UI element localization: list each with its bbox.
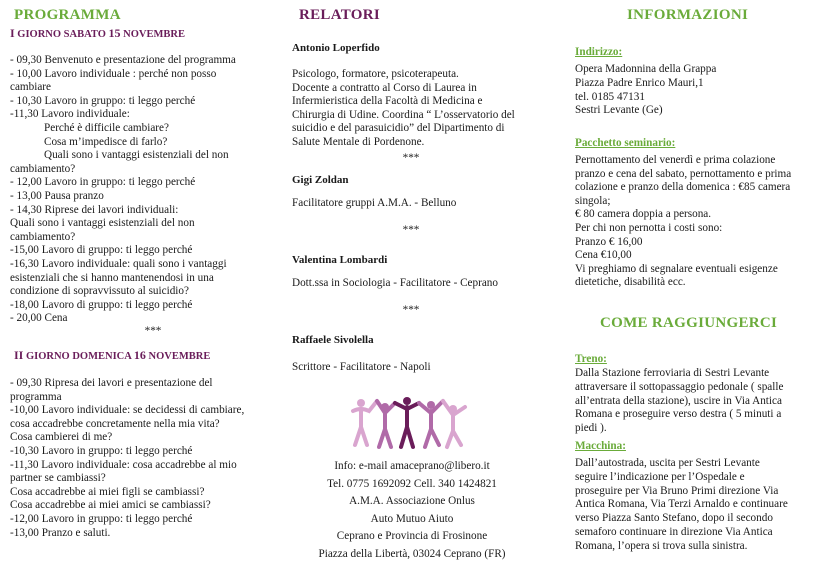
package-label: Pacchetto seminario: <box>575 137 676 149</box>
package-line: colazione e pranzo della domenica : €85 camera <box>575 181 791 194</box>
bio-line: Infermieristica della Facoltà di Medicina e <box>292 95 483 108</box>
schedule-line: Cosa accadrebbe ai miei amici se cambiassi? <box>10 499 211 512</box>
package-line: Vi preghiamo di segnalare eventuali esigenze <box>575 262 778 275</box>
day1-heading <box>10 26 185 42</box>
relatori-title: RELATORI <box>299 7 381 23</box>
car-line: Romana, l’opera si trova sulla sinistra. <box>575 539 748 552</box>
speaker4-name: Raffaele Sivolella <box>292 334 374 346</box>
schedule-line: Perché è difficile cambiare? <box>44 122 169 134</box>
dancing-figures-logo-icon <box>349 393 471 453</box>
package-line: singola; <box>575 194 611 207</box>
schedule-line: partner se cambiassi? <box>10 472 106 485</box>
car-line: proseguire per Via Bruno Primi direzione Via <box>575 484 779 497</box>
schedule-line: - 09,30 Ripresa dei lavori e presentazione del <box>10 377 213 389</box>
footer-line: Auto Mutuo Aiuto <box>370 512 454 525</box>
schedule-line: cambiare <box>10 81 51 94</box>
schedule-line: -10,00 Lavoro individuale: se decidessi di cambiare, <box>10 404 245 417</box>
stars-1: *** <box>402 152 420 164</box>
address-line: Sestri Levante (Ge) <box>575 104 663 117</box>
speaker3-desc: Dott.ssa in Sociologia - Facilitatore - Ceprano <box>292 277 498 289</box>
schedule-line: - 12,00 Lavoro in gruppo: ti leggo perché <box>10 176 196 189</box>
train-line: Romana e proseguire verso destra ( 5 minuti a <box>575 408 782 421</box>
package-line: € 80 camera doppia a persona. <box>575 208 712 221</box>
day1-rest: GIORNO SABATO <box>14 29 109 40</box>
schedule-line: cambiamento? <box>10 162 76 175</box>
stars-2: *** <box>402 224 420 236</box>
footer-line: A.M.A. Associazione Onlus <box>349 495 475 507</box>
schedule-line: - 10,30 Lavoro in gruppo: ti leggo perché <box>10 94 196 107</box>
day2-month: NOVEMBRE <box>145 351 211 362</box>
schedule-line: -10,30 Lavoro in gruppo: ti leggo perché <box>10 445 193 457</box>
schedule-line: -15,00 Lavoro di gruppo: ti leggo perché <box>10 244 193 257</box>
train-line: Dalla Stazione ferroviaria di Sestri Levante <box>575 367 770 379</box>
schedule-line: Quali sono i vantaggi esistenziali del non <box>44 149 229 162</box>
footer-line: Piazza della Libertà, 03024 Ceprano (FR) <box>318 547 506 560</box>
train-label: Treno: <box>575 353 607 365</box>
speaker4-desc: Scrittore - Facilitatore - Napoli <box>292 361 431 373</box>
schedule-line: -11,30 Lavoro individuale: <box>10 108 130 121</box>
day2-prefix: II <box>14 348 24 362</box>
car-line: seguire l’indicazione per l’Ospedale e <box>575 470 745 483</box>
package-line: pranzo e cena del sabato, pernottamento e prima <box>575 167 792 180</box>
schedule-line: - 09,30 Benvenuto e presentazione del programma <box>10 54 236 66</box>
bio-line: Chirurgia di Udine. Coordina “ L’osservatorio del <box>292 108 515 121</box>
package-line: Pernottamento del venerdì e prima colazione <box>575 154 776 166</box>
schedule-line: Cosa m’impedisce di farlo? <box>44 135 168 148</box>
schedule-line: Cosa accadrebbe ai miei figli se cambiassi? <box>10 485 205 498</box>
programma-title: PROGRAMMA <box>14 7 121 23</box>
schedule-line: - 14,30 Riprese dei lavori individuali: <box>10 203 179 216</box>
address-line: tel. 0185 47131 <box>575 90 645 103</box>
train-line: attraversare il sottopassaggio pedonale ( spalle <box>575 380 784 393</box>
address-line: Opera Madonnina della Grappa <box>575 63 717 75</box>
footer-line: Info: e-mail amaceprano@libero.it <box>334 460 490 472</box>
day1-month: NOVEMBRE <box>120 29 185 40</box>
schedule-line: condizione di sopravvissuto al suicidio? <box>10 285 189 298</box>
schedule-line: - 13,00 Pausa pranzo <box>10 190 104 202</box>
schedule-line: - 10,00 Lavoro individuale : perché non posso <box>10 67 217 80</box>
col1-stars: *** <box>144 325 162 337</box>
bio-line: suicidio e del parasuicidio” del Dipartimento di <box>292 122 505 135</box>
bio-line: Psicologo, formatore, psicoterapeuta. <box>292 68 459 80</box>
train-line: all’entrata della stazione), uscire in Via Antica <box>575 394 782 407</box>
schedule-line: esistenziali che si hanno mantenendosi in una <box>10 271 214 284</box>
car-line: Antica Romana, Via Terzi Arnaldo e continuare <box>575 498 788 511</box>
package-line: Per chi non pernotta i costi sono: <box>575 222 723 234</box>
speaker2-desc: Facilitatore gruppi A.M.A. - Belluno <box>292 197 457 209</box>
package-line: Cena €10,00 <box>575 249 632 262</box>
schedule-line: -11,30 Lavoro individuale: cosa accadrebbe al mio <box>10 458 237 471</box>
schedule-line: Quali sono i vantaggi esistenziali del non <box>10 217 195 230</box>
footer-line: Tel. 0775 1692092 Cell. 340 1424821 <box>327 477 497 490</box>
how-to-reach-title: COME RAGGIUNGERCI <box>600 315 778 331</box>
schedule-line: -13,00 Pranzo e saluti. <box>10 526 111 539</box>
address-line: Piazza Padre Enrico Mauri,1 <box>575 76 704 89</box>
footer-line: Ceprano e Provincia di Frosinone <box>336 530 488 542</box>
schedule-line: Cosa cambierei di me? <box>10 431 113 444</box>
train-line: piedi ). <box>575 422 607 435</box>
day1-num: 15 <box>108 26 121 40</box>
day2-heading <box>14 348 210 364</box>
bio-line: Docente a contratto al Corso di Laurea in <box>292 81 477 94</box>
day2-rest: GIORNO DOMENICA <box>23 351 134 362</box>
day2-num: 16 <box>133 348 146 362</box>
schedule-line: -18,00 Lavoro di gruppo: ti leggo perché <box>10 298 193 311</box>
speaker3-name: Valentina Lombardi <box>292 254 388 266</box>
stars-3: *** <box>402 304 420 316</box>
schedule-line: cosa accadrebbe concretamente nella mia vita? <box>10 417 220 430</box>
schedule-line: -16,30 Lavoro individuale: quali sono i vantaggi <box>10 258 227 270</box>
package-line: dietetiche, disabilità ecc. <box>575 276 686 289</box>
car-line: Dall’autostrada, uscita per Sestri Levante <box>575 457 760 469</box>
speaker1-name: Antonio Loperfido <box>292 42 380 54</box>
package-line: Pranzo € 16,00 <box>575 235 643 248</box>
address-label: Indirizzo: <box>575 46 623 58</box>
car-line: verso Piazza Santo Stefano, dopo il secondo <box>575 512 773 525</box>
day1-prefix: I <box>10 26 15 40</box>
informazioni-title: INFORMAZIONI <box>627 7 749 23</box>
schedule-line: - 20,00 Cena <box>10 312 68 325</box>
schedule-line: programma <box>10 390 62 403</box>
schedule-line: cambiamento? <box>10 230 76 243</box>
car-line: semaforo continuare in direzione Via Antica <box>575 526 773 538</box>
car-label: Macchina: <box>575 440 626 452</box>
schedule-line: -12,00 Lavoro in gruppo: ti leggo perché <box>10 513 193 525</box>
speaker2-name: Gigi Zoldan <box>292 174 349 186</box>
bio-line: Salute Mentale di Pordenone. <box>292 136 425 148</box>
